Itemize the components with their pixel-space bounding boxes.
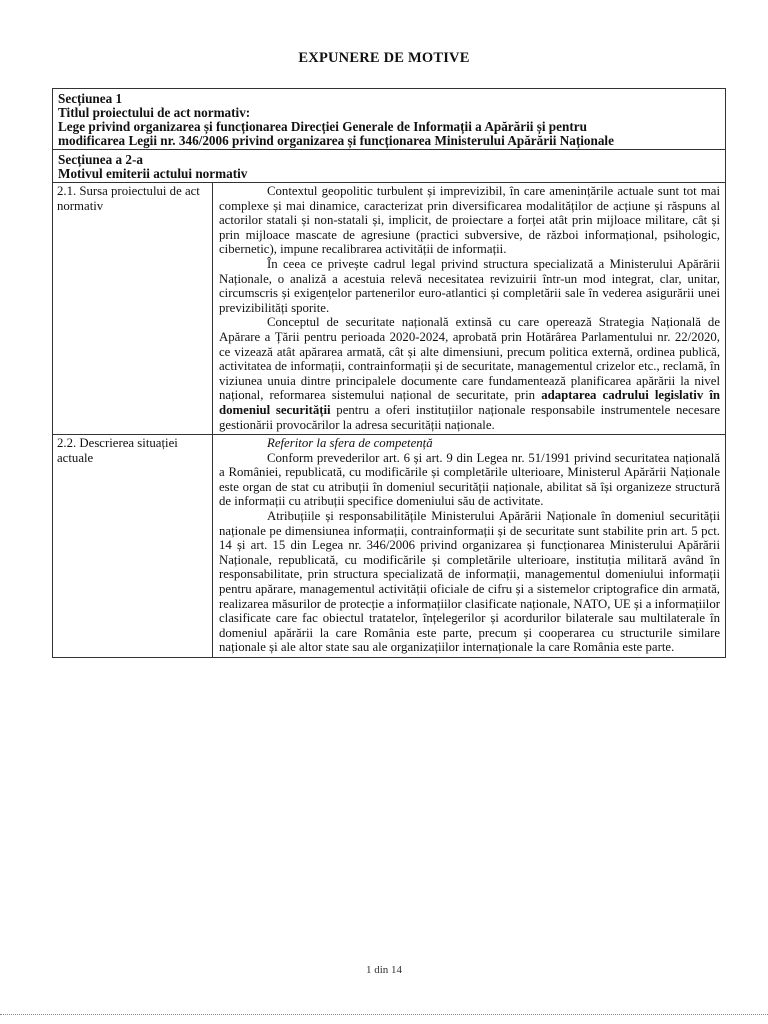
row-2-1-body [213, 183, 726, 435]
bottom-divider [0, 1014, 768, 1015]
section-1-heading: Secțiunea 1 [58, 91, 123, 106]
paragraph-3-text-end: pentru a oferi instituțiilor naționale responsabile instrumentele necesare gestionării provocărilor la adresa securității naționale. [219, 402, 721, 432]
section-2-heading: Secțiunea a 2-a [58, 152, 143, 167]
page-number: 1 din 14 [365, 964, 403, 976]
table-row-2-2 [53, 435, 726, 658]
row-2-2-paragraph-2: Atribuțiile și responsabilitățile Ministerului Apărării Naționale în domeniul securității naționale pe dimensiunea informații, contrainformații și de securitate sunt stabilite prin art. 5 pct. 14 și art. 15 din Legea nr. 346/2006 privind organizarea și funcționarea Ministerului Apărării Naționale, republicată, cu modificările și completările ulterioare, instituția militară având în responsabilitate, prin structura specializată de informații, managementul domeniului informații pentru apărare, managementul activității oficiale de cifru și a sistemelor criptografice din armată, realizarea măsurilor de protecție a informațiilor clasificate naționale, NATO, UE și a informațiilor clasificate care fac obiectul tratatelor, înțelegerilor și acordurilor bilaterale sau multilaterale în domeniul apărării la care România este parte, precum și cooperarea cu structurile similare naționale și ale altor state sau ale organizațiilor internaționale la care România este parte. [219, 509, 721, 655]
row-2-1-label: 2.1. Sursa proiectului de act normativ [53, 183, 213, 435]
act-title-line-2: modificarea Legii nr. 346/2006 privind organizarea și funcționarea Ministerului Apărării Naționale [58, 133, 614, 148]
section-2-header [53, 150, 726, 183]
row-2-2-paragraph-1: Conform prevederilor art. 6 și art. 9 din Legea nr. 51/1991 privind securitatea națională a României, republicată, cu modificările și completările ulterioare, Ministerul Apărării Naționale este organ de stat cu atribuții în domeniul securității naționale, abilitat să își organizeze structură de informații cu atribuții specifice domeniului său de activitate. [219, 450, 721, 509]
section-1-subheading: Titlul proiectului de act normativ: [58, 105, 251, 120]
row-2-1-paragraph-3 [219, 315, 720, 432]
row-2-2-label: 2.2. Descrierea situației actuale [53, 435, 213, 658]
row-2-1-paragraph-1: Contextul geopolitic turbulent și imprevizibil, în care amenințările actuale sunt tot mai complexe și mai dinamice, caracterizat prin diversificarea modalităților de acțiune și răspuns al actorilor statali și non-statali și, implicit, de proiectare a forței atât prin mijloace militare, cât și prin mijloace mascate de agresiune (practici subversive, de război informațional, psihologic, cibernetic), impune recalibrarea activității de informații. [219, 184, 721, 257]
document-title: EXPUNERE DE MOTIVE [298, 50, 470, 66]
row-2-2-subtitle: Referitor la sfera de competență [267, 436, 433, 451]
row-2-2-body [213, 435, 726, 658]
paragraph-3-text-start: Conceptul de securitate națională extinsă cu care operează Strategia Națională de Apărare a Țării pentru perioada 2020-2024, aprobată prin Hotărârea Parlamentului nr. 22/2020, ce vizează atât apărarea armată, cât și alte dimensiuni, precum politica externă, ordinea publică, activitatea de informații, contrainformații și de securitate, managementul crizelor etc., reclamă, în viziunea unuia dintre principalele documente care fundamentează planificarea apărării la nivel național, reformarea sistemului național de securitate, prin [219, 315, 721, 403]
section-1-header [53, 89, 726, 150]
paragraph-3-bold-2: domeniul securității [219, 402, 331, 417]
act-title-line-1: Lege privind organizarea și funcționarea Direcției Generale de Informații a Apărării și pentru [58, 119, 587, 134]
section-2-subheading: Motivul emiterii actului normativ [58, 166, 248, 181]
row-2-1-paragraph-2: În ceea ce privește cadrul legal privind structura specializată a Ministerului Apărării Naționale, o analiză a acestuia relevă necesitatea revizuirii într-un mod integrat, clar, unitar, circumscris și exigențelor partenerilor euro-atlantici și completării sale în vederea asigurării unei previzibilități sporite. [219, 256, 721, 315]
table-row-2-1 [53, 183, 726, 435]
explanatory-memorandum-table [52, 88, 726, 658]
paragraph-3-bold-1: adaptarea cadrului legislativ în [541, 388, 721, 403]
